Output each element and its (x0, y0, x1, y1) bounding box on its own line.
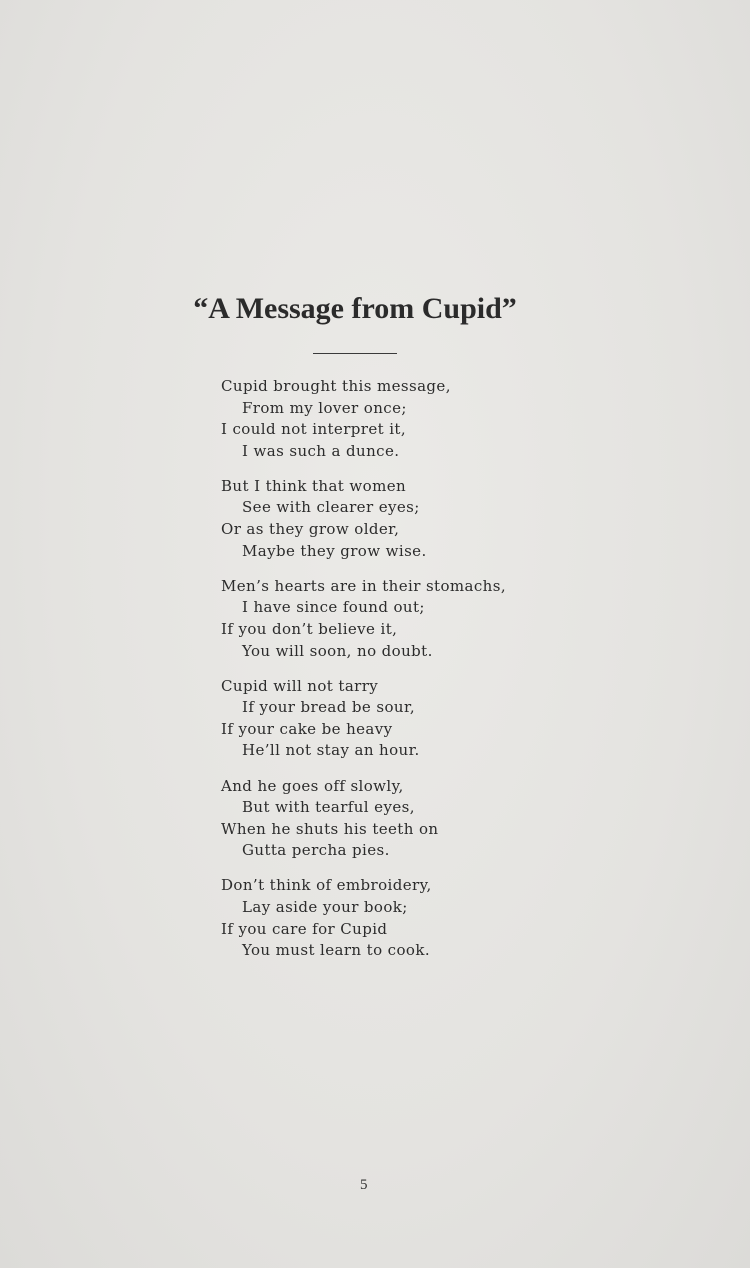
page-number: 5 (360, 1177, 368, 1193)
poem-line: Cupid brought this message, (221, 377, 451, 395)
poem-line: You will soon, no doubt. (242, 641, 433, 660)
poem-line: You must learn to cook. (242, 941, 430, 960)
poem-line: And he goes off slowly, (221, 776, 404, 795)
poem-line: I have since found out; (242, 598, 425, 617)
poem-line: From my lover once; (242, 398, 407, 417)
title-divider (313, 353, 397, 354)
poem-body (221, 376, 561, 975)
stanza (221, 875, 561, 961)
poem-line: Or as they grow older, (221, 520, 400, 539)
stanza (221, 476, 561, 562)
poem-line: If your bread be sour, (242, 698, 416, 717)
poem-title: “A Message from Cupid” (193, 292, 517, 325)
poem-line: He’ll not stay an hour. (242, 741, 420, 760)
poem-line: I was such a dunce. (242, 441, 400, 460)
poem-line: Lay aside your book; (242, 897, 408, 916)
poem-line: Cupid will not tarry (221, 676, 379, 695)
poem-line: Maybe they grow wise. (242, 541, 427, 560)
poem-line: If your cake be heavy (221, 719, 393, 738)
poem-line: If you don’t believe it, (221, 619, 398, 638)
stanza (221, 376, 561, 462)
poem-line: Gutta percha pies. (242, 841, 390, 860)
poem-line: Men’s hearts are in their stomachs, (221, 576, 507, 595)
poem-line: If you care for Cupid (221, 919, 388, 938)
poem-line: See with clearer eyes; (242, 498, 420, 517)
poem-line: But with tearful eyes, (242, 798, 415, 817)
poem-line: When he shuts his teeth on (221, 819, 439, 838)
poem-line: But I think that women (221, 476, 407, 495)
stanza (221, 776, 561, 862)
poem-line: I could not interpret it, (221, 420, 407, 439)
stanza (221, 576, 561, 662)
poem-line: Don’t think of embroidery, (221, 876, 432, 895)
stanza (221, 676, 561, 762)
